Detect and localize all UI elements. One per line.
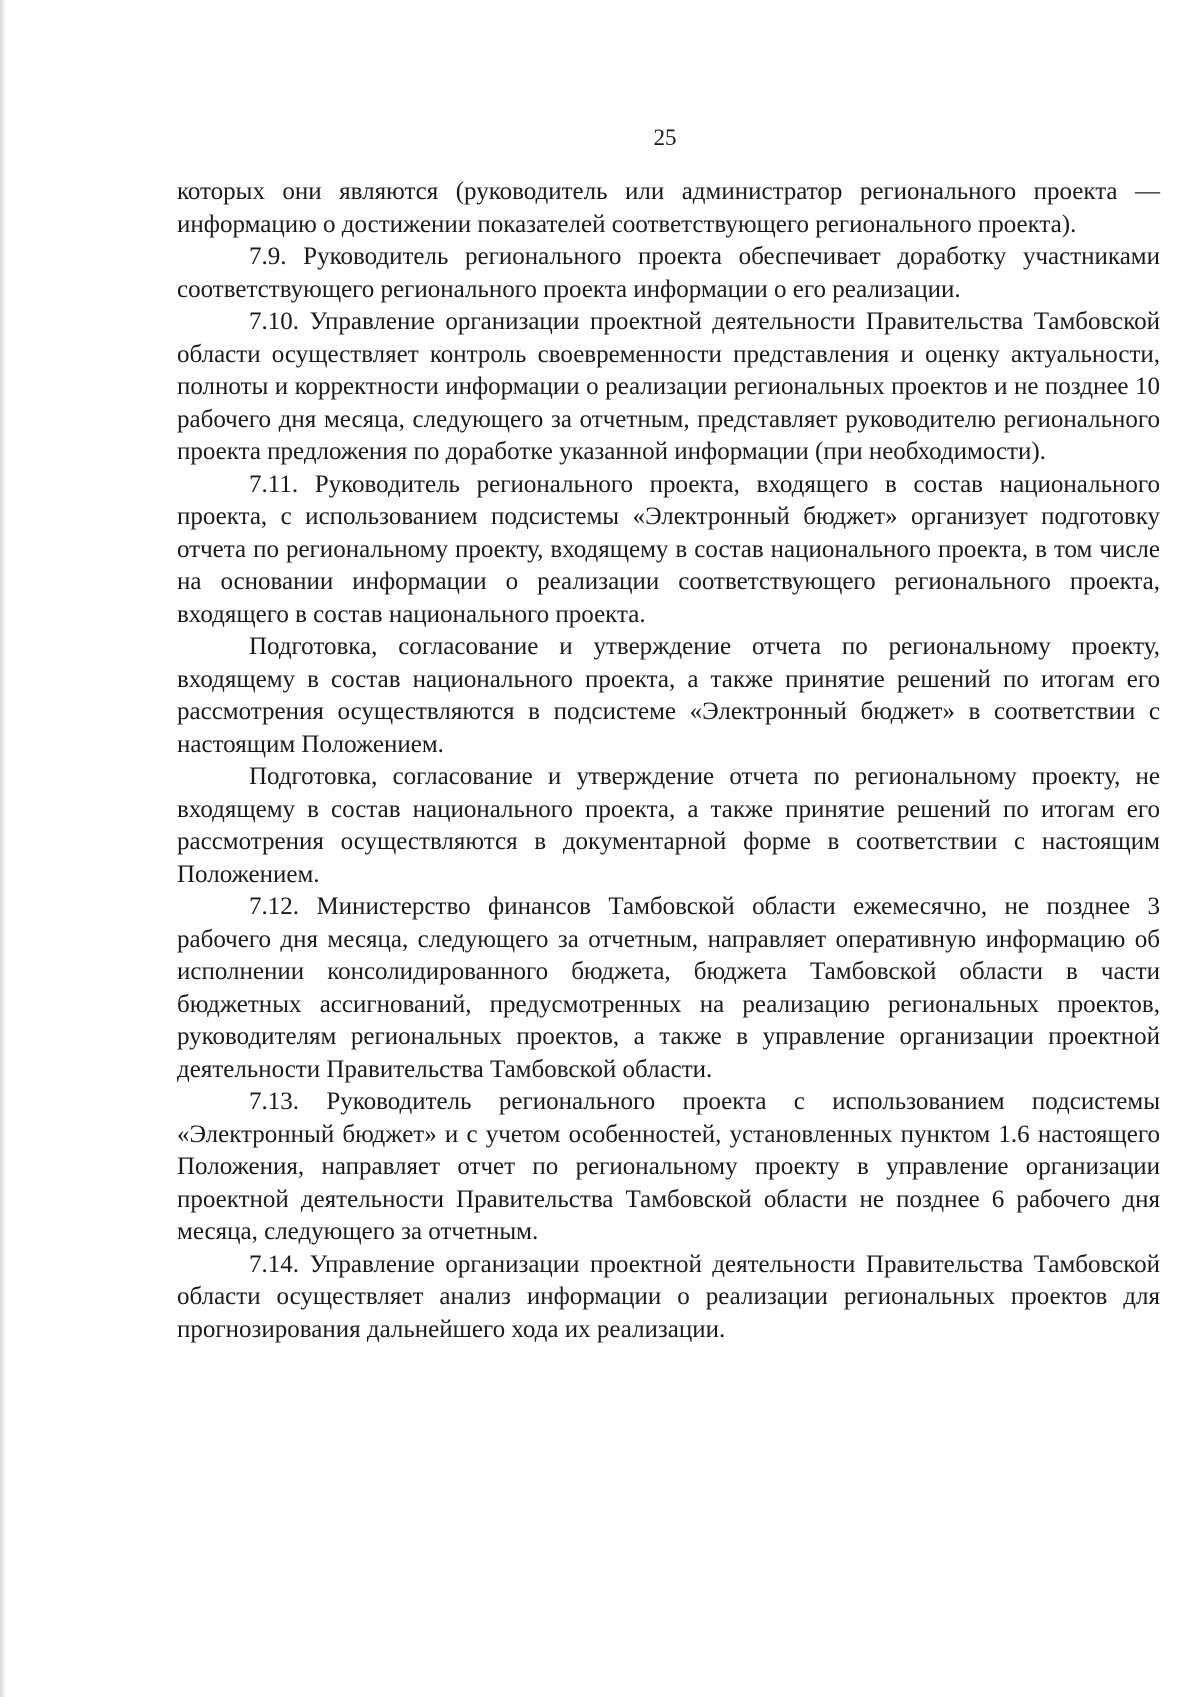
paragraph-continuation: которых они являются (руководитель или администратор регионального проекта — информацию о достижении показателей соответствующего регионального проекта). <box>177 178 1160 238</box>
paragraph-7-11: 7.11. Руководитель регионального проекта, входящего в состав национального проекта, с использованием подсистемы «Электронный бюджет» организует подготовку отчета по региональному проекту, входящему в состав национального проекта, в том числе на основании информации о реализации соответствующего регионального проекта, входящего в состав национального проекта. <box>177 470 1160 628</box>
scan-edge-shadow <box>0 0 6 1697</box>
paragraph-7-12: 7.12. Министерство финансов Тамбовской области ежемесячно, не позднее 3 рабочего дня месяца, следующего за отчетным, направляет оперативную информацию об исполнении консолидированного бюджета, бюджета Тамбовской области в части бюджетных ассигнований, предусмотренных на реализацию региональных проектов, руководителям региональных проектов, а также в управление организации проектной деятельности Правительства Тамбовской области. <box>177 893 1160 1083</box>
page-number: 25 <box>653 125 677 150</box>
paragraph-7-9: 7.9. Руководитель регионального проекта обеспечивает доработку участниками соответствующего регионального проекта информации о его реализации. <box>177 243 1160 303</box>
paragraph-7-13: 7.13. Руководитель регионального проекта с использованием подсистемы «Электронный бюджет» и с учетом особенностей, установленных пунктом 1.6 настоящего Положения, направляет отчет по региональному проекту в управление организации проектной деятельности Правительства Тамбовской области не позднее 6 рабочего дня месяца, следующего за отчетным. <box>177 1088 1160 1245</box>
paragraph-7-10: 7.10. Управление организации проектной деятельности Правительства Тамбовской области осуществляет контроль своевременности представления и оценку актуальности, полноты и корректности информации о реализации региональных проектов и не позднее 10 рабочего дня месяца, следующего за отчетным, представляет руководителю регионального проекта предложения по доработке указанной информации (при необходимости). <box>177 308 1160 465</box>
paragraph-7-14: 7.14. Управление организации проектной деятельности Правительства Тамбовской области осуществляет анализ информации о реализации региональных проектов для прогнозирования дальнейшего хода их реализации. <box>177 1250 1160 1343</box>
document-body <box>177 176 1160 1346</box>
paragraph-report-national: Подготовка, согласование и утверждение отчета по региональному проекту, входящему в состав национального проекта, а также принятие решений по итогам его рассмотрения осуществляются в подсистеме «Электронный бюджет» в соответствии с настоящим Положением. <box>177 633 1160 758</box>
paragraph-report-non-national: Подготовка, согласование и утверждение отчета по региональному проекту, не входящему в состав национального проекта, а также принятие решений по итогам его рассмотрения осуществляются в документарной форме в соответствии с настоящим Положением. <box>177 763 1160 888</box>
